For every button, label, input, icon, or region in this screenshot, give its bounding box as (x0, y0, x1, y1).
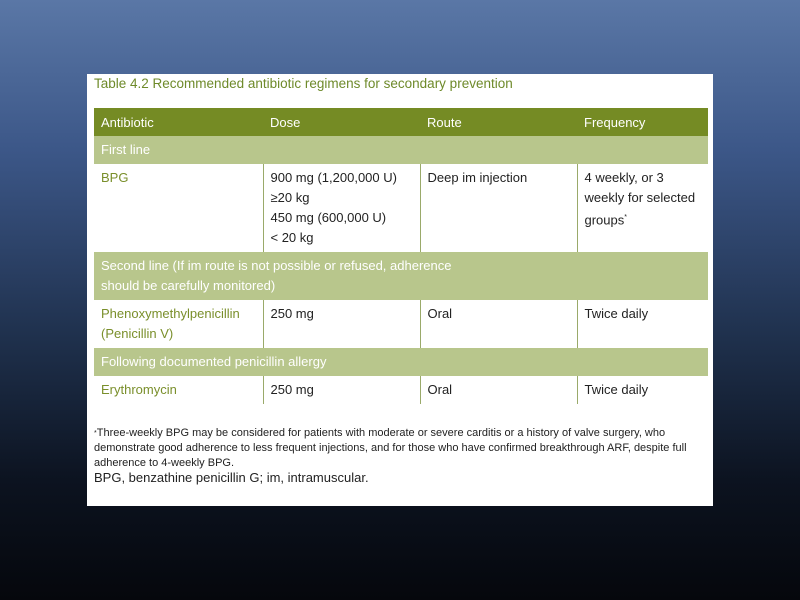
antibiotic-cell: BPG (101, 170, 129, 185)
route-cell: Oral (420, 376, 577, 404)
dose-line: ≥20 kg (270, 190, 310, 205)
section-label: Following documented penicillin allergy (94, 348, 708, 376)
footnote-text: Three-weekly BPG may be considered for patients with moderate or severe carditis or a history of valve surgery, who demonstrate good adherence to less frequent injections, and for those who have confirmed breakthrough ARF, despite full adherence to 4-weekly BPG. (94, 427, 687, 469)
dose-line: < 20 kg (270, 230, 314, 245)
frequency-text: 4 weekly, or 3 weekly for selected groups (584, 170, 696, 228)
footnote-mark: * (624, 214, 627, 221)
antibiotic-cell: Phenoxymethylpenicillin (Penicillin V) (101, 306, 240, 341)
table-row (94, 164, 708, 252)
frequency-cell (577, 164, 708, 252)
abbreviations-note: BPG, benzathine penicillin G; im, intramuscular. (94, 470, 369, 485)
route-cell: Deep im injection (420, 164, 577, 252)
section-label: Second line (If im route is not possible or refused, adherence should be carefully monitored) (94, 252, 708, 300)
header-row (94, 108, 708, 136)
header-antibiotic: Antibiotic (94, 108, 263, 136)
dose-cell (263, 164, 420, 252)
dose-line: 450 mg (600,000 U) (270, 210, 387, 225)
section-row-second-line (94, 252, 708, 300)
antibiotic-cell: Erythromycin (101, 382, 177, 397)
section-row-first-line (94, 136, 708, 164)
header-dose: Dose (263, 108, 420, 136)
dose-cell: 250 mg (263, 300, 420, 348)
section-label: First line (94, 136, 708, 164)
section-row-allergy (94, 348, 708, 376)
route-cell: Oral (420, 300, 577, 348)
frequency-cell: Twice daily (577, 376, 708, 404)
dose-cell: 250 mg (263, 376, 420, 404)
table-row (94, 376, 708, 404)
table-panel (87, 74, 713, 506)
dose-line: 900 mg (1,200,000 U) (270, 170, 397, 185)
regimen-table (94, 108, 708, 404)
table-footnote (94, 426, 706, 471)
table-title: Table 4.2 Recommended antibiotic regimens for secondary prevention (94, 76, 513, 91)
header-frequency: Frequency (577, 108, 708, 136)
footnote-mark: * (94, 430, 97, 437)
frequency-cell: Twice daily (577, 300, 708, 348)
header-route: Route (420, 108, 577, 136)
table-row (94, 300, 708, 348)
